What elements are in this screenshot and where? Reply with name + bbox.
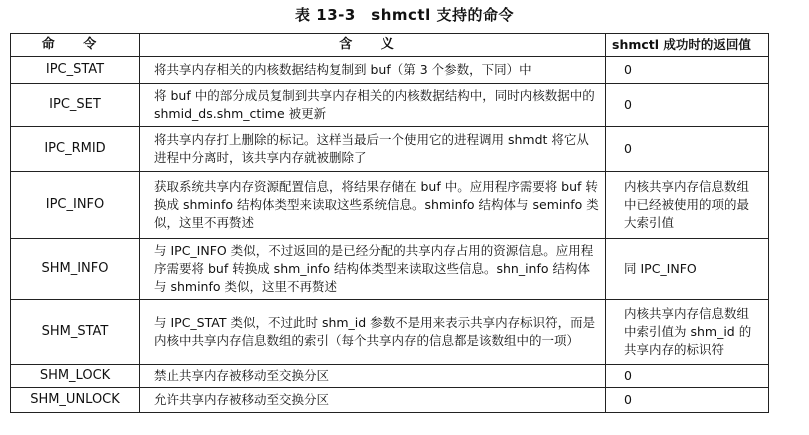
table-row: [11, 84, 769, 127]
table-header-row: [11, 34, 769, 57]
return-value-cell: 0: [606, 57, 769, 84]
meaning-cell: 允许共享内存被移动至交换分区: [140, 388, 606, 413]
command-cell: IPC_INFO: [11, 172, 140, 239]
meaning-cell: 将 buf 中的部分成员复制到共享内存相关的内核数据结构中，同时内核数据中的 shmid_ds.shm_ctime 被更新: [140, 84, 606, 127]
command-cell: SHM_LOCK: [11, 365, 140, 388]
return-value-cell: 同 IPC_INFO: [606, 239, 769, 300]
header-meaning: 含 义: [140, 34, 606, 57]
meaning-cell: 与 IPC_STAT 类似，不过此时 shm_id 参数不是用来表示共享内存标识符，而是内核中共享内存信息数组的索引（每个共享内存的信息都是该数组中的一项）: [140, 300, 606, 365]
header-return-value: shmctl 成功时的返回值: [606, 34, 769, 57]
return-value-cell: 0: [606, 365, 769, 388]
meaning-cell: 与 IPC_INFO 类似，不过返回的是已经分配的共享内存占用的资源信息。应用程序需要将 buf 转换成 shm_info 结构体类型来读取这些信息。shn_info 结构体与 shminfo 类似，这里不再赘述: [140, 239, 606, 300]
command-cell: SHM_STAT: [11, 300, 140, 365]
table-row: [11, 127, 769, 172]
table-row: [11, 172, 769, 239]
header-command: 命 令: [11, 34, 140, 57]
table-row: [11, 300, 769, 365]
return-value-cell: 0: [606, 127, 769, 172]
shmctl-commands-table: [10, 33, 769, 413]
table-row: [11, 57, 769, 84]
meaning-cell: 获取系统共享内存资源配置信息，将结果存储在 buf 中。应用程序需要将 buf 转换成 shminfo 结构体类型来读取这些系统信息。shminfo 结构体与 seminfo 类似，这里不再赘述: [140, 172, 606, 239]
command-cell: IPC_STAT: [11, 57, 140, 84]
command-cell: IPC_SET: [11, 84, 140, 127]
meaning-cell: 将共享内存打上删除的标记。这样当最后一个使用它的进程调用 shmdt 将它从进程中分离时，该共享内存就被删除了: [140, 127, 606, 172]
meaning-cell: 禁止共享内存被移动至交换分区: [140, 365, 606, 388]
return-value-cell: 内核共享内存信息数组中索引值为 shm_id 的共享内存的标识符: [606, 300, 769, 365]
return-value-cell: 内核共享内存信息数组中已经被使用的项的最大索引值: [606, 172, 769, 239]
table-row: [11, 239, 769, 300]
command-cell: IPC_RMID: [11, 127, 140, 172]
table-caption: 表 13-3 shmctl 支持的命令: [295, 6, 514, 24]
return-value-cell: 0: [606, 84, 769, 127]
meaning-cell: 将共享内存相关的内核数据结构复制到 buf（第 3 个参数，下同）中: [140, 57, 606, 84]
return-value-cell: 0: [606, 388, 769, 413]
command-cell: SHM_INFO: [11, 239, 140, 300]
table-row: [11, 365, 769, 388]
command-cell: SHM_UNLOCK: [11, 388, 140, 413]
table-row: [11, 388, 769, 413]
